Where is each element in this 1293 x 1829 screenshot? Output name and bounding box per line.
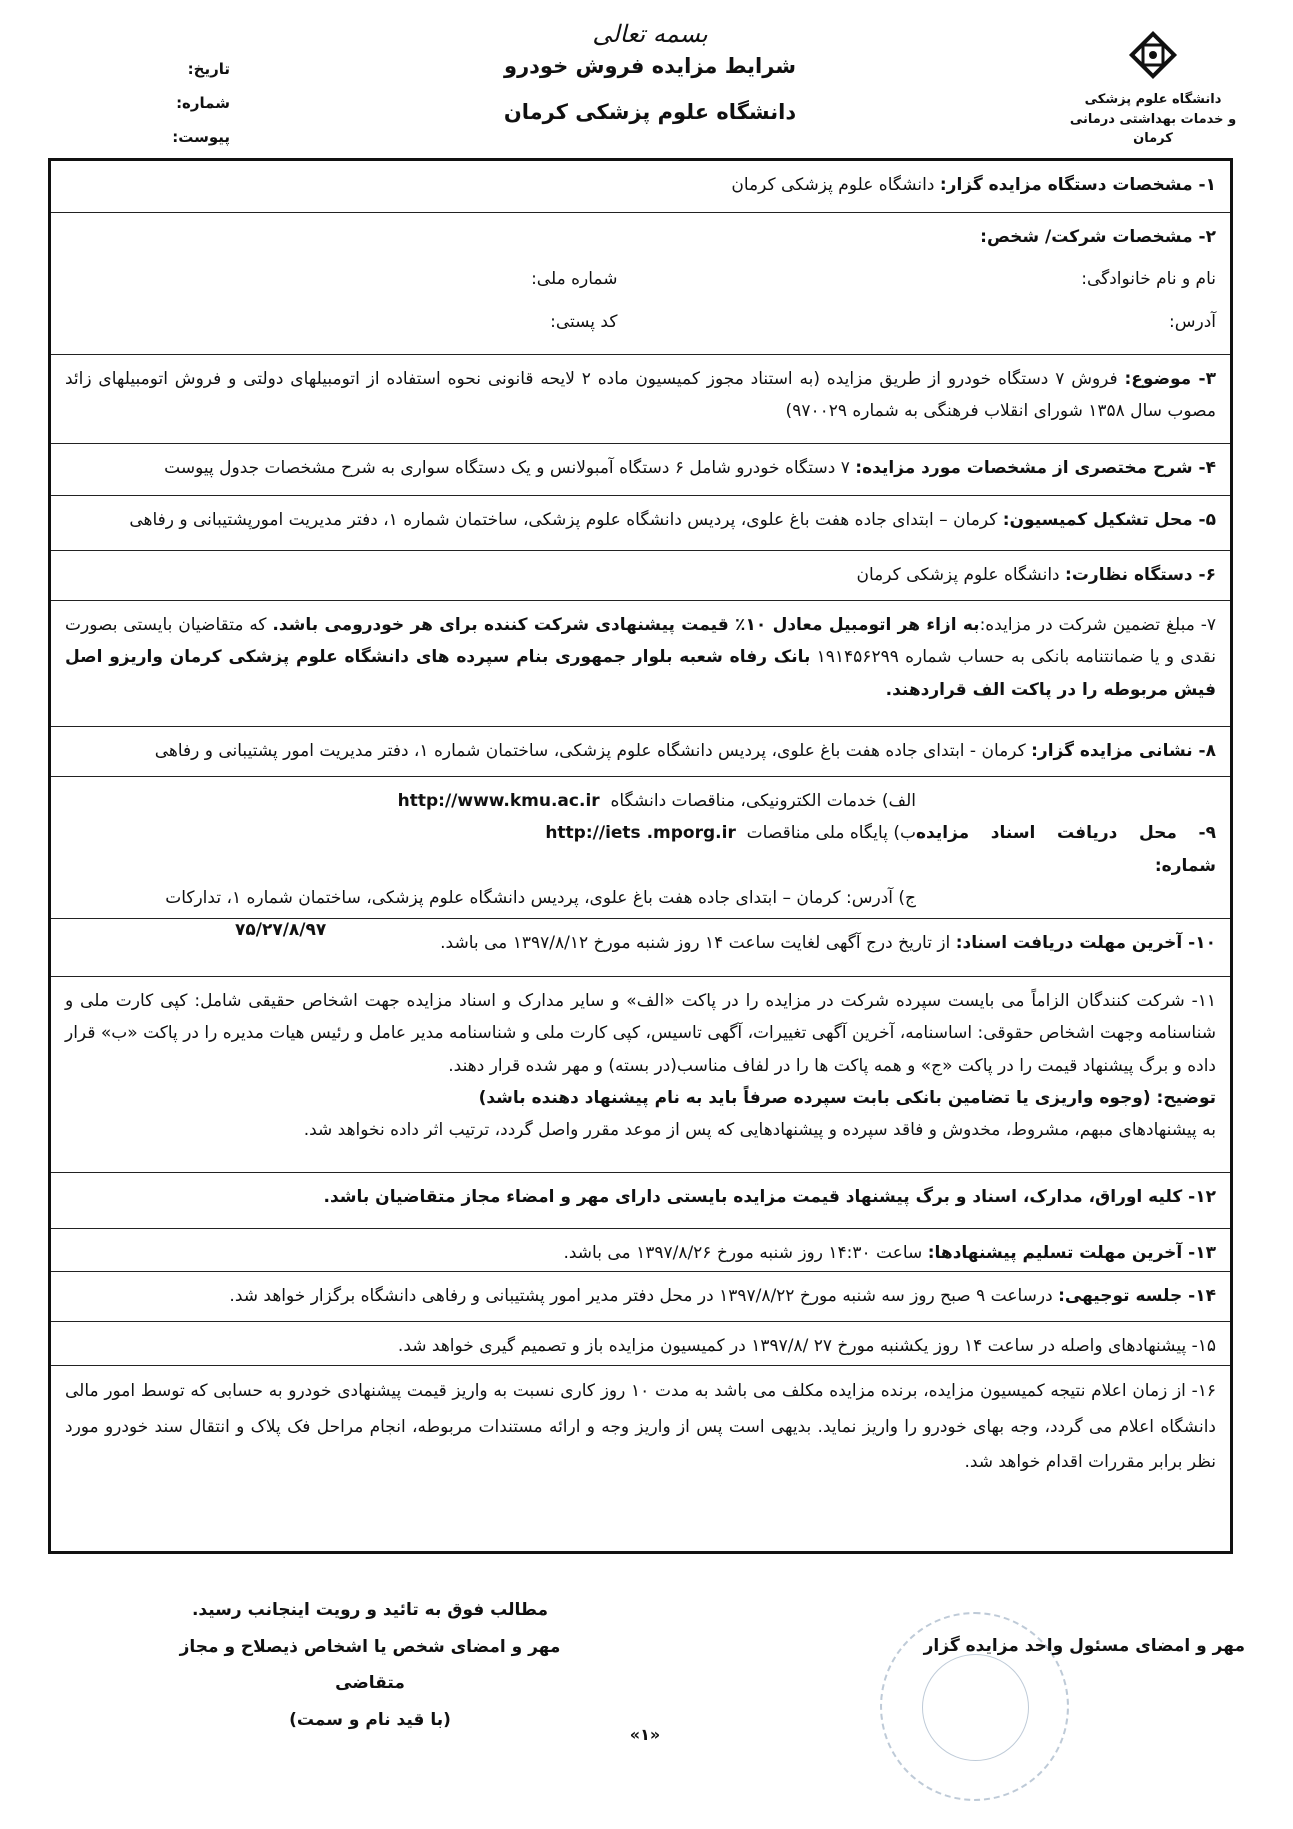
applicant-signature-label: مهر و امضای شخص یا اشخاص ذیصلاح و مجاز متقاضی [179, 1636, 561, 1694]
section-15: ۱۵- پیشنهادهای واصله در ساعت ۱۴ روز یکشنبه مورخ ۲۷ /۱۳۹۷/۸ در کمیسیون مزایده باز و تصمیم گیری خواهد شد. [51, 1322, 1230, 1366]
section-13-label: ۱۳- آخرین مهلت تسلیم پیشنهادها: [927, 1243, 1216, 1263]
section-10-label: ۱۰- آخرین مهلت دریافت اسناد: [955, 933, 1216, 953]
section-4 [51, 444, 1230, 496]
section-9-option-c: ج) آدرس: کرمان – ابتدای جاده هفت باغ علوی، پردیس دانشگاه علوم پزشکی، ساختمان شماره ۱، تدارکات [165, 887, 916, 908]
section-11-text: ۱۱- شرکت کنندگان الزاماً می بایست سپرده شرکت در مزایده را در پاکت «الف» و سایر مدارک و اسناد مزایده جهت اشخاص حقیقی شامل: کپی کارت ملی و شناسنامه وجهت اشخاص حقوقی: اساسنامه، آخرین آگهی تغییرات، آگهی تاسیس، کپی کارت ملی و شناسنامه مدیر عامل و رئیس هیات مدیره را در پاکت «ب» قرار داده و برگ پیشنهاد قیمت را در پاکت «ج» و همه پاکت ها را در لفاف مناسب(در بسته) و مهر شده قرار دهند. [65, 991, 1216, 1076]
section-5-text: کرمان – ابتدای جاده هفت باغ علوی، پردیس دانشگاه علوم پزشکی، ساختمان شماره ۱، دفتر مدیریت امورپشتیبانی و رفاهی [129, 510, 1003, 530]
date-label: تاریخ: [187, 60, 230, 78]
section-1-text: دانشگاه علوم پزشکی کرمان [731, 175, 940, 195]
number-label: شماره: [176, 94, 230, 112]
section-3-label: ۳- موضوع: [1124, 369, 1216, 389]
section-8-label: ۸- نشانی مزایده گزار: [1031, 741, 1216, 761]
section-4-text: ۷ دستگاه خودرو شامل ۶ دستگاه آمبولانس و یک دستگاه سواری به شرح مشخصات جدول پیوست [164, 458, 856, 478]
section-3 [51, 355, 1230, 444]
section-13-text: ساعت ۱۴:۳۰ روز شنبه مورخ ۱۳۹۷/۸/۲۶ می باشد. [563, 1243, 928, 1263]
section-14-label: ۱۴- جلسه توجیهی: [1058, 1286, 1216, 1306]
section-1-label: ۱- مشخصات دستگاه مزایده گزار: [939, 175, 1216, 195]
postal-code-field-label: کد پستی: [550, 311, 618, 332]
applicant-signature-note: (با قید نام و سمت) [289, 1709, 451, 1730]
reference-fields [120, 60, 230, 162]
section-5 [51, 496, 1230, 551]
document-header [380, 20, 920, 124]
section-6-text: دانشگاه علوم پزشکی کرمان [856, 565, 1066, 585]
kmu-url-link[interactable]: http://www.kmu.ac.ir [397, 791, 600, 811]
university-logo-icon [1128, 30, 1178, 80]
section-4-label: ۴- شرح مختصری از مشخصات مورد مزایده: [855, 458, 1216, 478]
section-11-note: توضیح: (وجوه واریزی یا تضامین بانکی بابت سپرده صرفاً باید به نام پیشنهاد دهنده باشد) [478, 1087, 1216, 1108]
iets-url-link[interactable]: http://iets .mporg.ir [545, 823, 736, 844]
section-12: ۱۲- کلیه اوراق، مدارک، اسناد و برگ پیشنهاد قیمت مزایده بایستی دارای مهر و امضاء مجاز متقاضیان باشد. [51, 1173, 1230, 1229]
section-7-bold-2: بانک رفاه شعبه بلوار جمهوری بنام سپرده های دانشگاه علوم پزشکی کرمان واریزو اصل فیش مربوطه را در پاکت الف قراردهند. [65, 647, 1216, 700]
auction-number: ۷۵/۲۷/۸/۹۷ [235, 920, 327, 941]
section-8-text: کرمان - ابتدای جاده هفت باغ علوی، پردیس دانشگاه علوم پزشکی، ساختمان شماره ۱، دفتر مدیریت امور پشتیبانی و رفاهی [154, 741, 1032, 761]
section-9 [51, 777, 1230, 941]
section-8 [51, 727, 1230, 777]
section-14-text: درساعت ۹ صبح روز سه شنبه مورخ ۱۳۹۷/۸/۲۲ در محل دفتر مدیر امور پشتیبانی و رفاهی دانشگاه برگزار خواهد شد. [229, 1286, 1059, 1306]
section-7-text: که متقاضیان بایستی بصورت نقدی و یا ضمانتنامه بانکی به حساب شماره ۱۹۱۴۵۶۲۹۹ [65, 615, 1216, 668]
section-6 [51, 551, 1230, 601]
logo-text-3: کرمان [1133, 131, 1173, 146]
applicant-signature-block [160, 1592, 580, 1738]
section-3-text: فروش ۷ دستگاه خودرو از طریق مزایده (به استناد مجوز کمیسیون ماده ۲ لایحه قانونی نحوه استفاده از اتومبیلهای دولتی و فروش اتومبیلهای زائد مصوب سال ۱۳۵۸ شورای انقلاب فرهنگی به شماره ۹۷۰۰۲۹) [65, 369, 1216, 422]
section-10 [51, 919, 1230, 977]
logo-text-2: و خدمات بهداشتی درمانی [1069, 111, 1237, 127]
section-11 [51, 977, 1230, 1173]
section-9-option-b: ب) پایگاه ملی مناقصات [746, 823, 916, 844]
university-logo-block [1053, 30, 1253, 149]
section-2-label: ۲- مشخصات شرکت/ شخص: [980, 227, 1216, 247]
organizer-signature-label: مهر و امضای مسئول واحد مزایده گزار [923, 1636, 1245, 1656]
section-5-label: ۵- محل تشکیل کمیسیون: [1002, 510, 1216, 530]
section-14 [51, 1272, 1230, 1322]
section-9-label: ۹- محل دریافت اسناد مزایده شماره: [916, 823, 1216, 876]
national-id-field-label: شماره ملی: [531, 269, 618, 290]
document-title: شرایط مزایده فروش خودرو [504, 54, 796, 78]
university-name: دانشگاه علوم پزشکی کرمان [503, 100, 797, 124]
section-7-intro: ۷- مبلغ تضمین شرکت در مزایده: [979, 615, 1216, 635]
section-2 [51, 213, 1230, 355]
section-13 [51, 1229, 1230, 1272]
section-7-bold-1: به ازاء هر اتومبیل معادل ۱۰٪ قیمت پیشنهادی شرکت کننده برای هر خودرومی باشد. [272, 615, 980, 635]
bismillah: بسمه تعالی [592, 20, 708, 48]
section-7 [51, 601, 1230, 727]
section-6-label: ۶- دستگاه نظارت: [1065, 565, 1216, 585]
name-field-label: نام و نام خانوادگی: [1081, 269, 1216, 290]
logo-text-1: دانشگاه علوم پزشکی [1084, 92, 1222, 107]
approval-statement: مطالب فوق به تائید و رویت اینجانب رسید. [191, 1600, 549, 1620]
section-10-text: از تاریخ درج آگهی لغایت ساعت ۱۴ روز شنبه مورخ ۱۳۹۷/۸/۱۲ می باشد. [440, 933, 956, 953]
conditions-table [48, 158, 1233, 1554]
section-9-option-a: الف) خدمات الکترونیکی، مناقصات دانشگاه [610, 791, 916, 811]
section-16: ۱۶- از زمان اعلام نتیجه کمیسیون مزایده، برنده مزایده مکلف می باشد به مدت ۱۰ روز کاری نسبت به واریز قیمت پیشنهادی خودرو به حسابی که توسط امور مالی دانشگاه اعلام می گردد، وجه بهای خودرو را واریز نماید. بدیهی است پس از واریز وجه و ارائه مستندات مربوطه، انجام مراحل فک پلاک و انتقال سند خودرو مورد نظر برابر مقررات اقدام خواهد شد. [65, 1381, 1216, 1473]
page-number: «۱» [629, 1725, 661, 1744]
section-1 [51, 161, 1230, 213]
section-11-text-2: به پیشنهادهای مبهم، مشروط، مخدوش و فاقد سپرده و پیشنهادهایی که پس از موعد مقرر واصل گردد، ترتیب اثر داده نخواهد شد. [303, 1120, 1216, 1141]
attachment-label: پیوست: [172, 128, 230, 146]
address-field-label: آدرس: [1169, 311, 1216, 332]
